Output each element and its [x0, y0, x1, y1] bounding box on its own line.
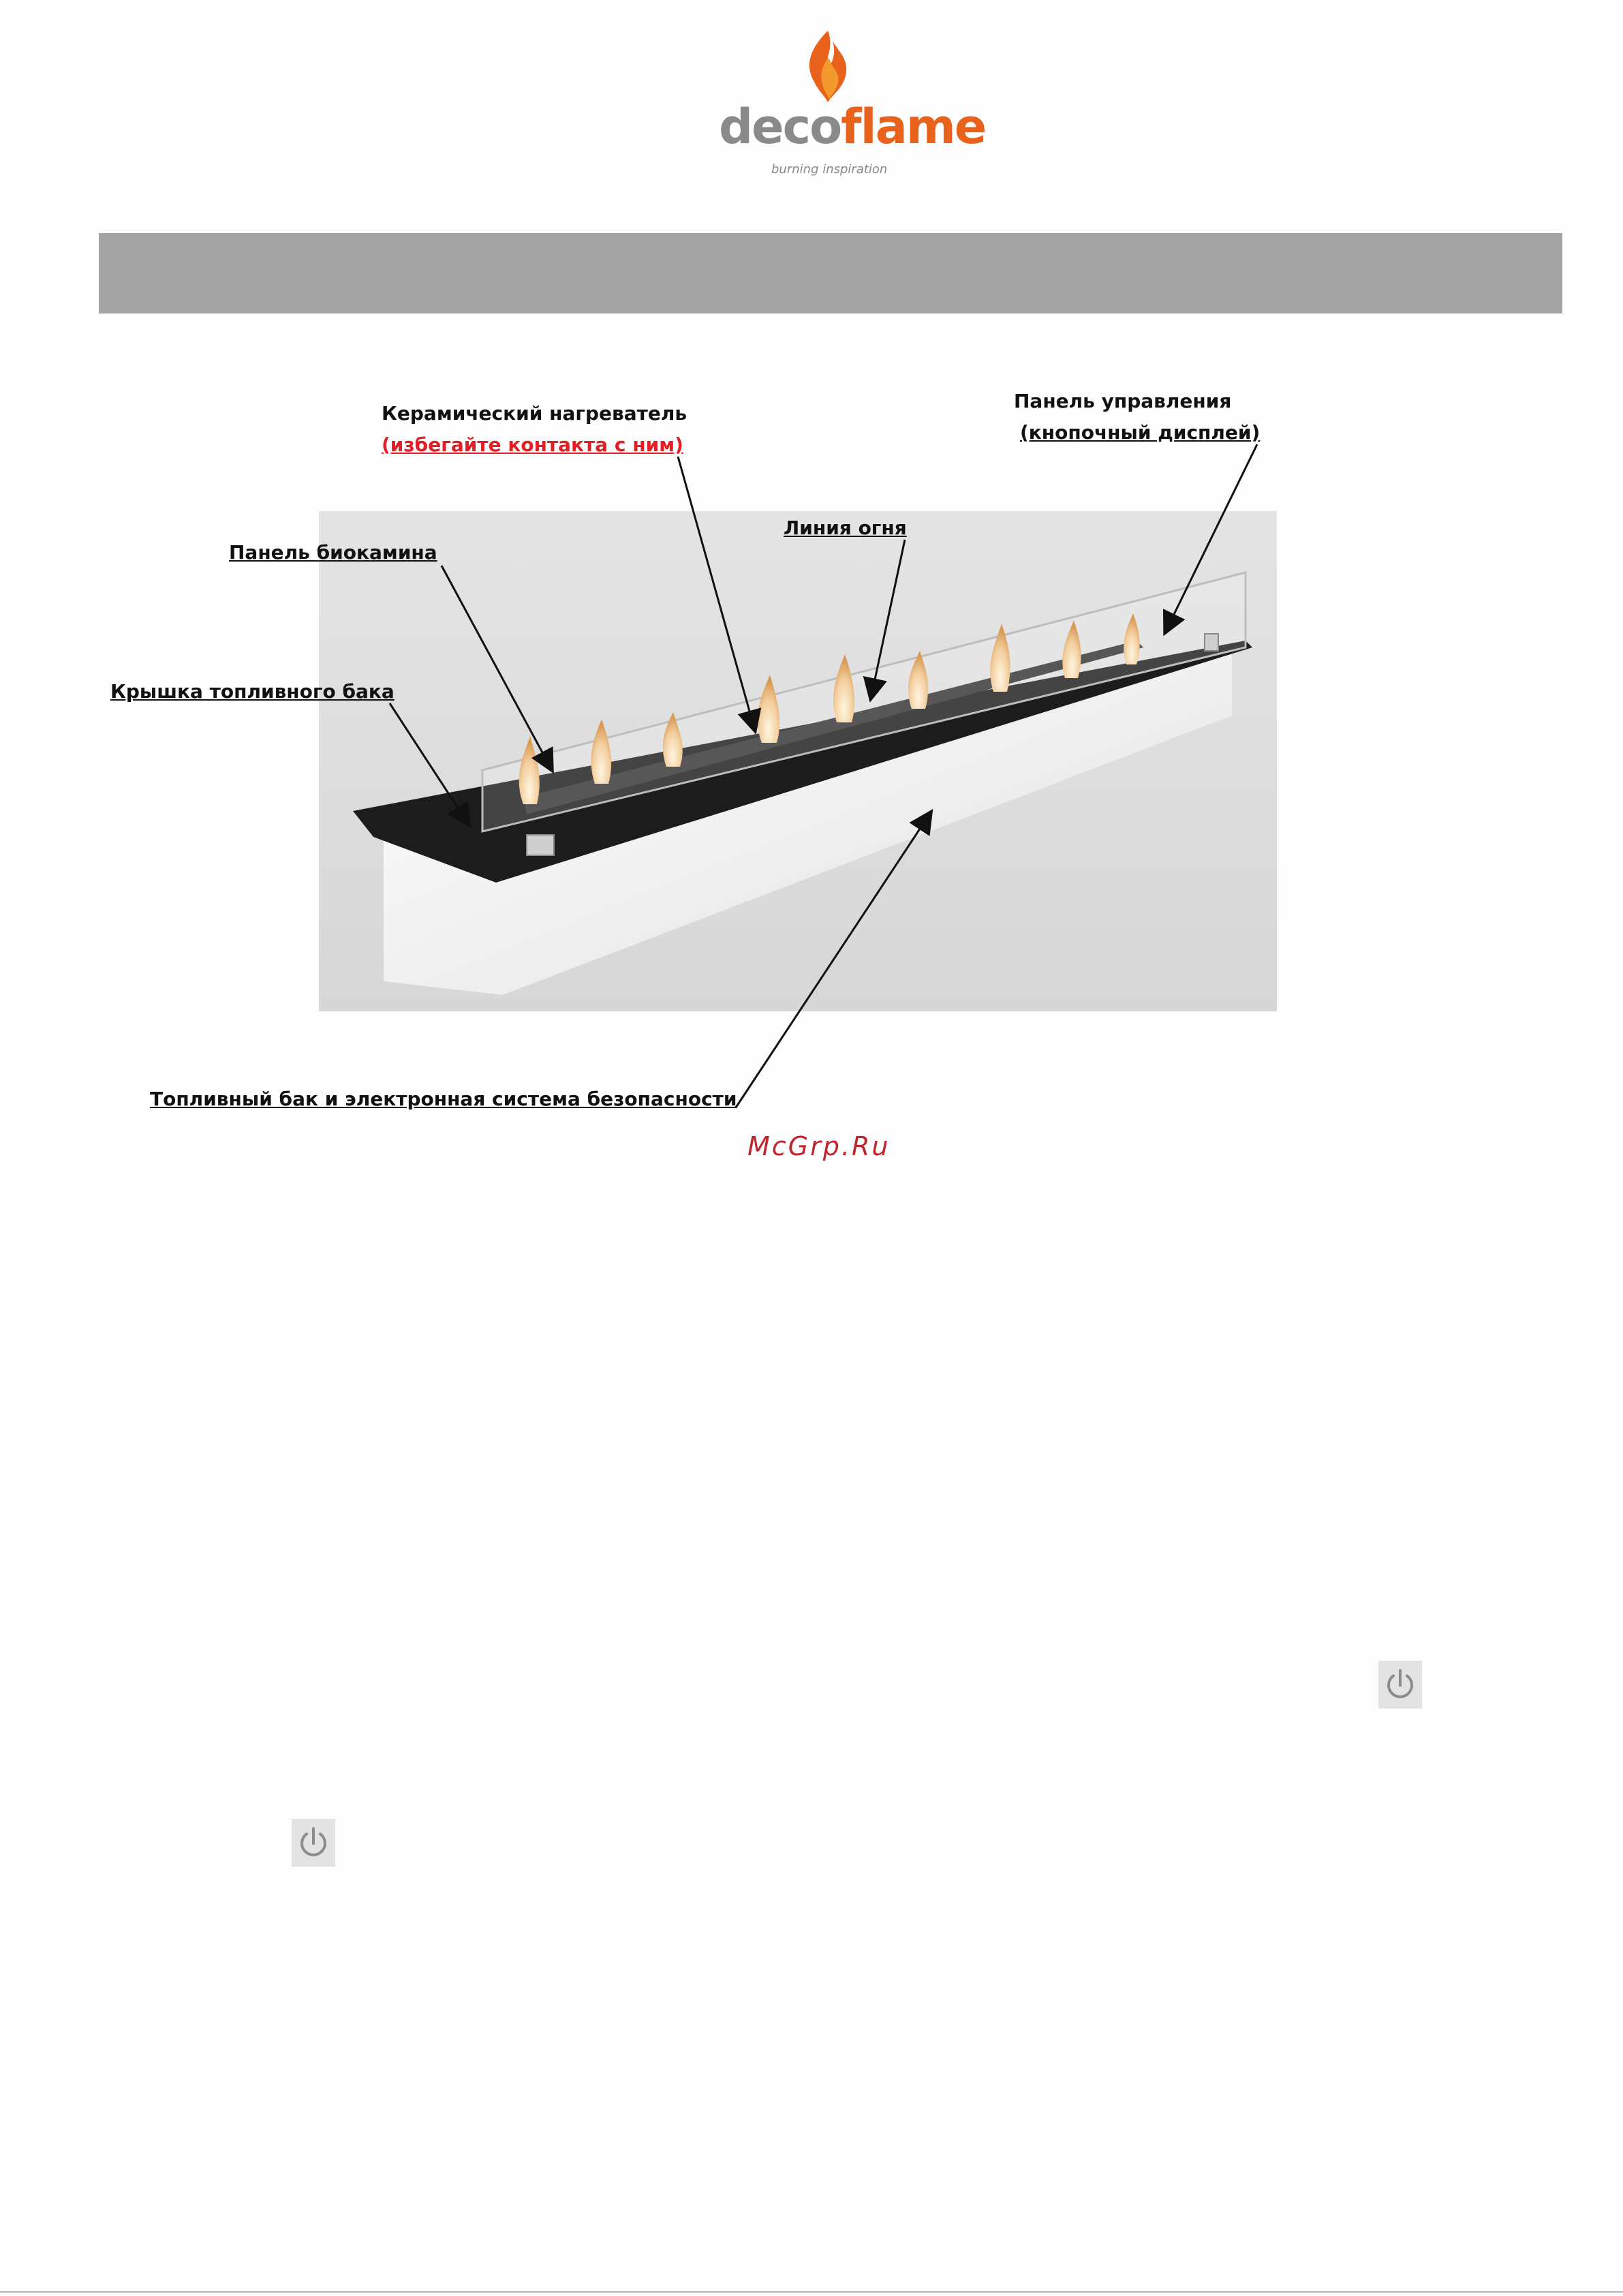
power-button-icon [292, 1819, 335, 1867]
label-control-panel: Панель управления [1014, 390, 1232, 412]
logo-word-flame: flame [841, 99, 986, 155]
label-fuel-tank: Топливный бак и электронная система безопасности [150, 1088, 737, 1110]
logo-tagline: burning inspiration [771, 162, 888, 177]
page-bottom-rule [0, 2291, 1623, 2293]
label-control-panel-sub: (кнопочный дисплей) [1020, 421, 1261, 444]
power-icon [1378, 1661, 1422, 1709]
label-burner-panel: Панель биокамина [229, 541, 437, 564]
label-ceramic-warning: (избегайте контакта с ним) [382, 433, 683, 456]
burner-illustration [319, 511, 1277, 1011]
logo-wordmark [719, 99, 985, 155]
power-button-icon [1378, 1661, 1422, 1709]
flame-logo-icon [790, 27, 865, 109]
logo-word-deco: deco [719, 99, 841, 155]
section-banner [99, 233, 1562, 313]
power-icon [292, 1819, 335, 1867]
watermark: McGrp.Ru [747, 1131, 891, 1161]
label-fuel-cap: Крышка топливного бака [110, 680, 395, 703]
decoflame-logo [715, 27, 986, 177]
label-ceramic-heater: Керамический нагреватель [382, 402, 687, 425]
label-fire-line: Линия огня [784, 517, 907, 539]
